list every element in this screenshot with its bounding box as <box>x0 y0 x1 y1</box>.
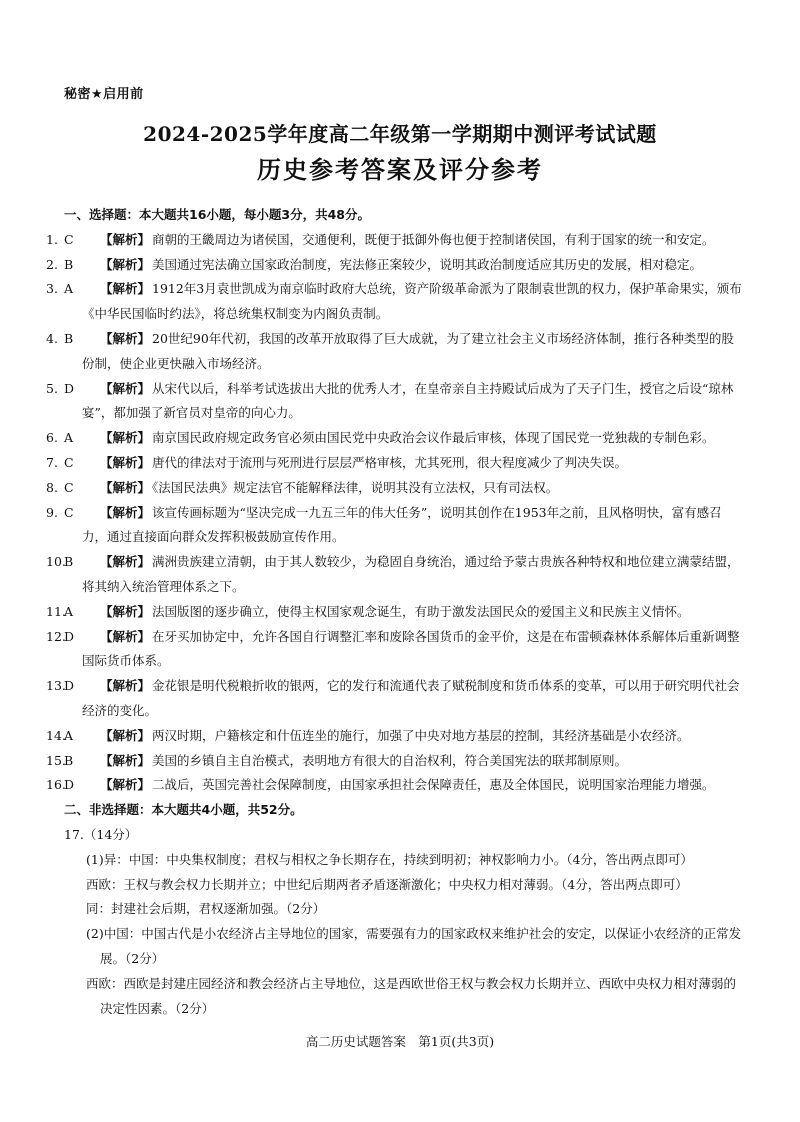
answer-letter: B <box>63 554 74 570</box>
question-number: 16. <box>46 777 66 793</box>
section1-heading: 一、选择题：本大题共16小题，每小题3分，共48分。 <box>64 207 370 222</box>
question-number: 2. <box>46 256 58 272</box>
answer-item <box>46 625 744 675</box>
question-number: 11. <box>46 603 66 619</box>
answer-item <box>46 749 744 774</box>
analysis-tag: 【解析】 <box>99 727 150 743</box>
analysis-tag: 【解析】 <box>99 752 150 768</box>
question-number: 9. <box>46 504 58 520</box>
analysis-tag: 【解析】 <box>99 231 150 247</box>
analysis-text: 在牙买加协定中，允许各国自行调整汇率和废除各国货币的金平价，这是在布雷顿森林体系解体后重新调整国际货币体系。 <box>82 628 740 669</box>
analysis-text: 美国通过宪法确立国家政治制度，宪法修正案较少，说明其政治制度适应其历史的发展，相对稳定。 <box>152 256 703 272</box>
analysis-text: 1912年3月袁世凯成为南京临时政府大总统，资产阶级革命派为了限制袁世凯的权力，保护革命果实，颁布《中华民国临时约法》，将总统集权制变为内阁负责制。 <box>82 281 742 322</box>
answer-item <box>46 724 744 749</box>
question-number: 7. <box>46 454 58 470</box>
answer-letter: A <box>63 281 74 297</box>
section2-heading: 二、非选择题：本大题共4小题，共52分。 <box>64 802 303 818</box>
answer-item <box>46 773 744 798</box>
answer-item <box>46 228 744 253</box>
q17-head: 17.（14分） <box>64 826 138 842</box>
answer-item <box>46 377 744 427</box>
answer-letter: D <box>63 628 75 644</box>
question-number: 10. <box>46 554 66 570</box>
q17-answer-line: 西欧：王权与教会权力长期并立；中世纪后期两者矛盾逐渐激化；中央权力相对薄弱。（4分，答出两点即可） <box>86 876 688 892</box>
answer-key-title: 历史参考答案及评分参考 <box>257 156 543 184</box>
analysis-text: 该宣传画标题为“坚决完成一九五三年的伟大任务”，说明其创作在1953年之前，且风格明快，富有感召力，通过直接面向群众发挥积极鼓励宣传作用。 <box>82 504 722 545</box>
answer-item <box>46 253 744 278</box>
q17-answer-line: (1)异：中国：中央集权制度；君权与相权之争长期存在，持续到明初；神权影响力小。（4分，答出两点即可） <box>86 851 693 867</box>
analysis-text: 从宋代以后，科举考试选拔出大批的优秀人才，在皇帝亲自主持殿试后成为了天子门生，授官之后设“琼林宴”，都加强了新官员对皇帝的向心力。 <box>82 380 734 421</box>
answer-letter: A <box>63 603 74 619</box>
analysis-tag: 【解析】 <box>99 603 150 619</box>
analysis-text: 二战后，英国完善社会保障制度，由国家承担社会保障责任，惠及全体国民，说明国家治理能力增强。 <box>152 777 715 793</box>
analysis-text: 美国的乡镇自主自治模式，表明地方有很大的自治权利，符合美国宪法的联邦制原则。 <box>152 752 628 768</box>
analysis-tag: 【解析】 <box>99 454 150 470</box>
analysis-text: 两汉时期，户籍核定和什伍连坐的施行，加强了中央对地方基层的控制，其经济基础是小农经济。 <box>152 727 690 743</box>
question-number: 13. <box>46 678 66 694</box>
answer-item <box>46 476 744 501</box>
analysis-text: 法国版图的逐步确立，使得主权国家观念诞生，有助于激发法国民众的爱国主义和民族主义情怀。 <box>152 603 690 619</box>
page-footer: 高二历史试题答案 第1页(共3页) <box>305 1034 495 1049</box>
analysis-tag: 【解析】 <box>99 777 150 793</box>
question-number: 15. <box>46 752 66 768</box>
answer-letter: A <box>63 727 74 743</box>
exam-title: 2024-2025学年度高二年级第一学期期中测评考试试题 <box>143 122 657 146</box>
analysis-text: 商朝的王畿周边为诸侯国，交通便利，既便于抵御外侮也便于控制诸侯国，有利于国家的统一和安定。 <box>152 231 715 247</box>
multiple-choice-list <box>46 228 744 798</box>
analysis-text: 20世纪90年代初，我国的改革开放取得了巨大成就，为了建立社会主义市场经济体制，推行各种类型的股份制，使企业更快融入市场经济。 <box>82 330 734 371</box>
analysis-tag: 【解析】 <box>99 678 150 694</box>
analysis-text: 唐代的律法对于流刑与死刑进行层层严格审核，尤其死刑，很大程度减少了判决失误。 <box>152 454 628 470</box>
q17-answer-line: 西欧：西欧是封建庄园经济和教会经济占主导地位，这是西欧世俗王权与教会权力长期并立、西欧中央权力相对薄弱的决定性因素。（2分） <box>86 975 737 1016</box>
analysis-tag: 【解析】 <box>99 430 150 446</box>
question-number: 5. <box>46 380 58 396</box>
analysis-tag: 【解析】 <box>99 380 150 396</box>
answer-body <box>46 203 744 1021</box>
analysis-text: 金花银是明代税粮折收的银两，它的发行和流通代表了赋税制度和货币体系的变革，可以用于研究明代社会经济的变化。 <box>82 678 740 718</box>
analysis-tag: 【解析】 <box>99 256 150 272</box>
answer-letter: D <box>63 777 75 793</box>
answer-letter: C <box>63 479 74 495</box>
question-number: 3. <box>46 281 58 297</box>
answer-letter: D <box>63 678 75 694</box>
analysis-text: 南京国民政府规定政务官必须由国民党中央政治会议作最后审核，体现了国民党一党独裁的专制色彩。 <box>152 430 715 446</box>
analysis-tag: 【解析】 <box>99 504 150 520</box>
answer-item <box>46 451 744 476</box>
answer-letter: C <box>63 504 74 520</box>
q17-answer-lines <box>64 848 744 1022</box>
answer-item <box>46 550 744 600</box>
confidential-label: 秘密★启用前 <box>64 87 144 102</box>
answer-item <box>46 277 744 327</box>
question-number: 14. <box>46 727 66 743</box>
answer-letter: B <box>63 330 74 346</box>
answer-item <box>46 600 744 625</box>
analysis-text: 满洲贵族建立清朝，由于其人数较少，为稳固自身统治，通过给予蒙古贵族各种特权和地位建立满蒙结盟，将其纳入统治管理体系之下。 <box>82 554 740 594</box>
answer-letter: B <box>63 752 74 768</box>
analysis-tag: 【解析】 <box>99 628 150 644</box>
answer-item <box>46 327 744 377</box>
answer-letter: A <box>63 430 74 446</box>
question-number: 4. <box>46 330 58 346</box>
answer-letter: D <box>63 380 75 396</box>
analysis-tag: 【解析】 <box>99 479 150 495</box>
answer-item <box>46 426 744 451</box>
q17-answer-line: 同：封建社会后期，君权逐渐加强。（2分） <box>86 901 326 917</box>
question-number: 1. <box>46 231 58 247</box>
question-number: 6. <box>46 430 58 446</box>
answer-item <box>46 501 744 551</box>
answer-letter: B <box>63 256 74 272</box>
analysis-text: 《法国民法典》规定法官不能解释法律，说明其没有立法权，只有司法权。 <box>152 479 559 495</box>
q17-answer-line: (2)中国：中国古代是小农经济占主导地位的国家，需要强有力的国家政权来维护社会的安定，以保证小农经济的正常发展。（2分） <box>86 926 742 966</box>
analysis-tag: 【解析】 <box>99 554 150 570</box>
analysis-tag: 【解析】 <box>99 330 150 346</box>
answer-letter: C <box>63 231 74 247</box>
question-number: 12. <box>46 628 66 644</box>
question-number: 8. <box>46 479 58 495</box>
answer-item <box>46 674 744 724</box>
analysis-tag: 【解析】 <box>99 281 150 297</box>
answer-letter: C <box>63 454 74 470</box>
